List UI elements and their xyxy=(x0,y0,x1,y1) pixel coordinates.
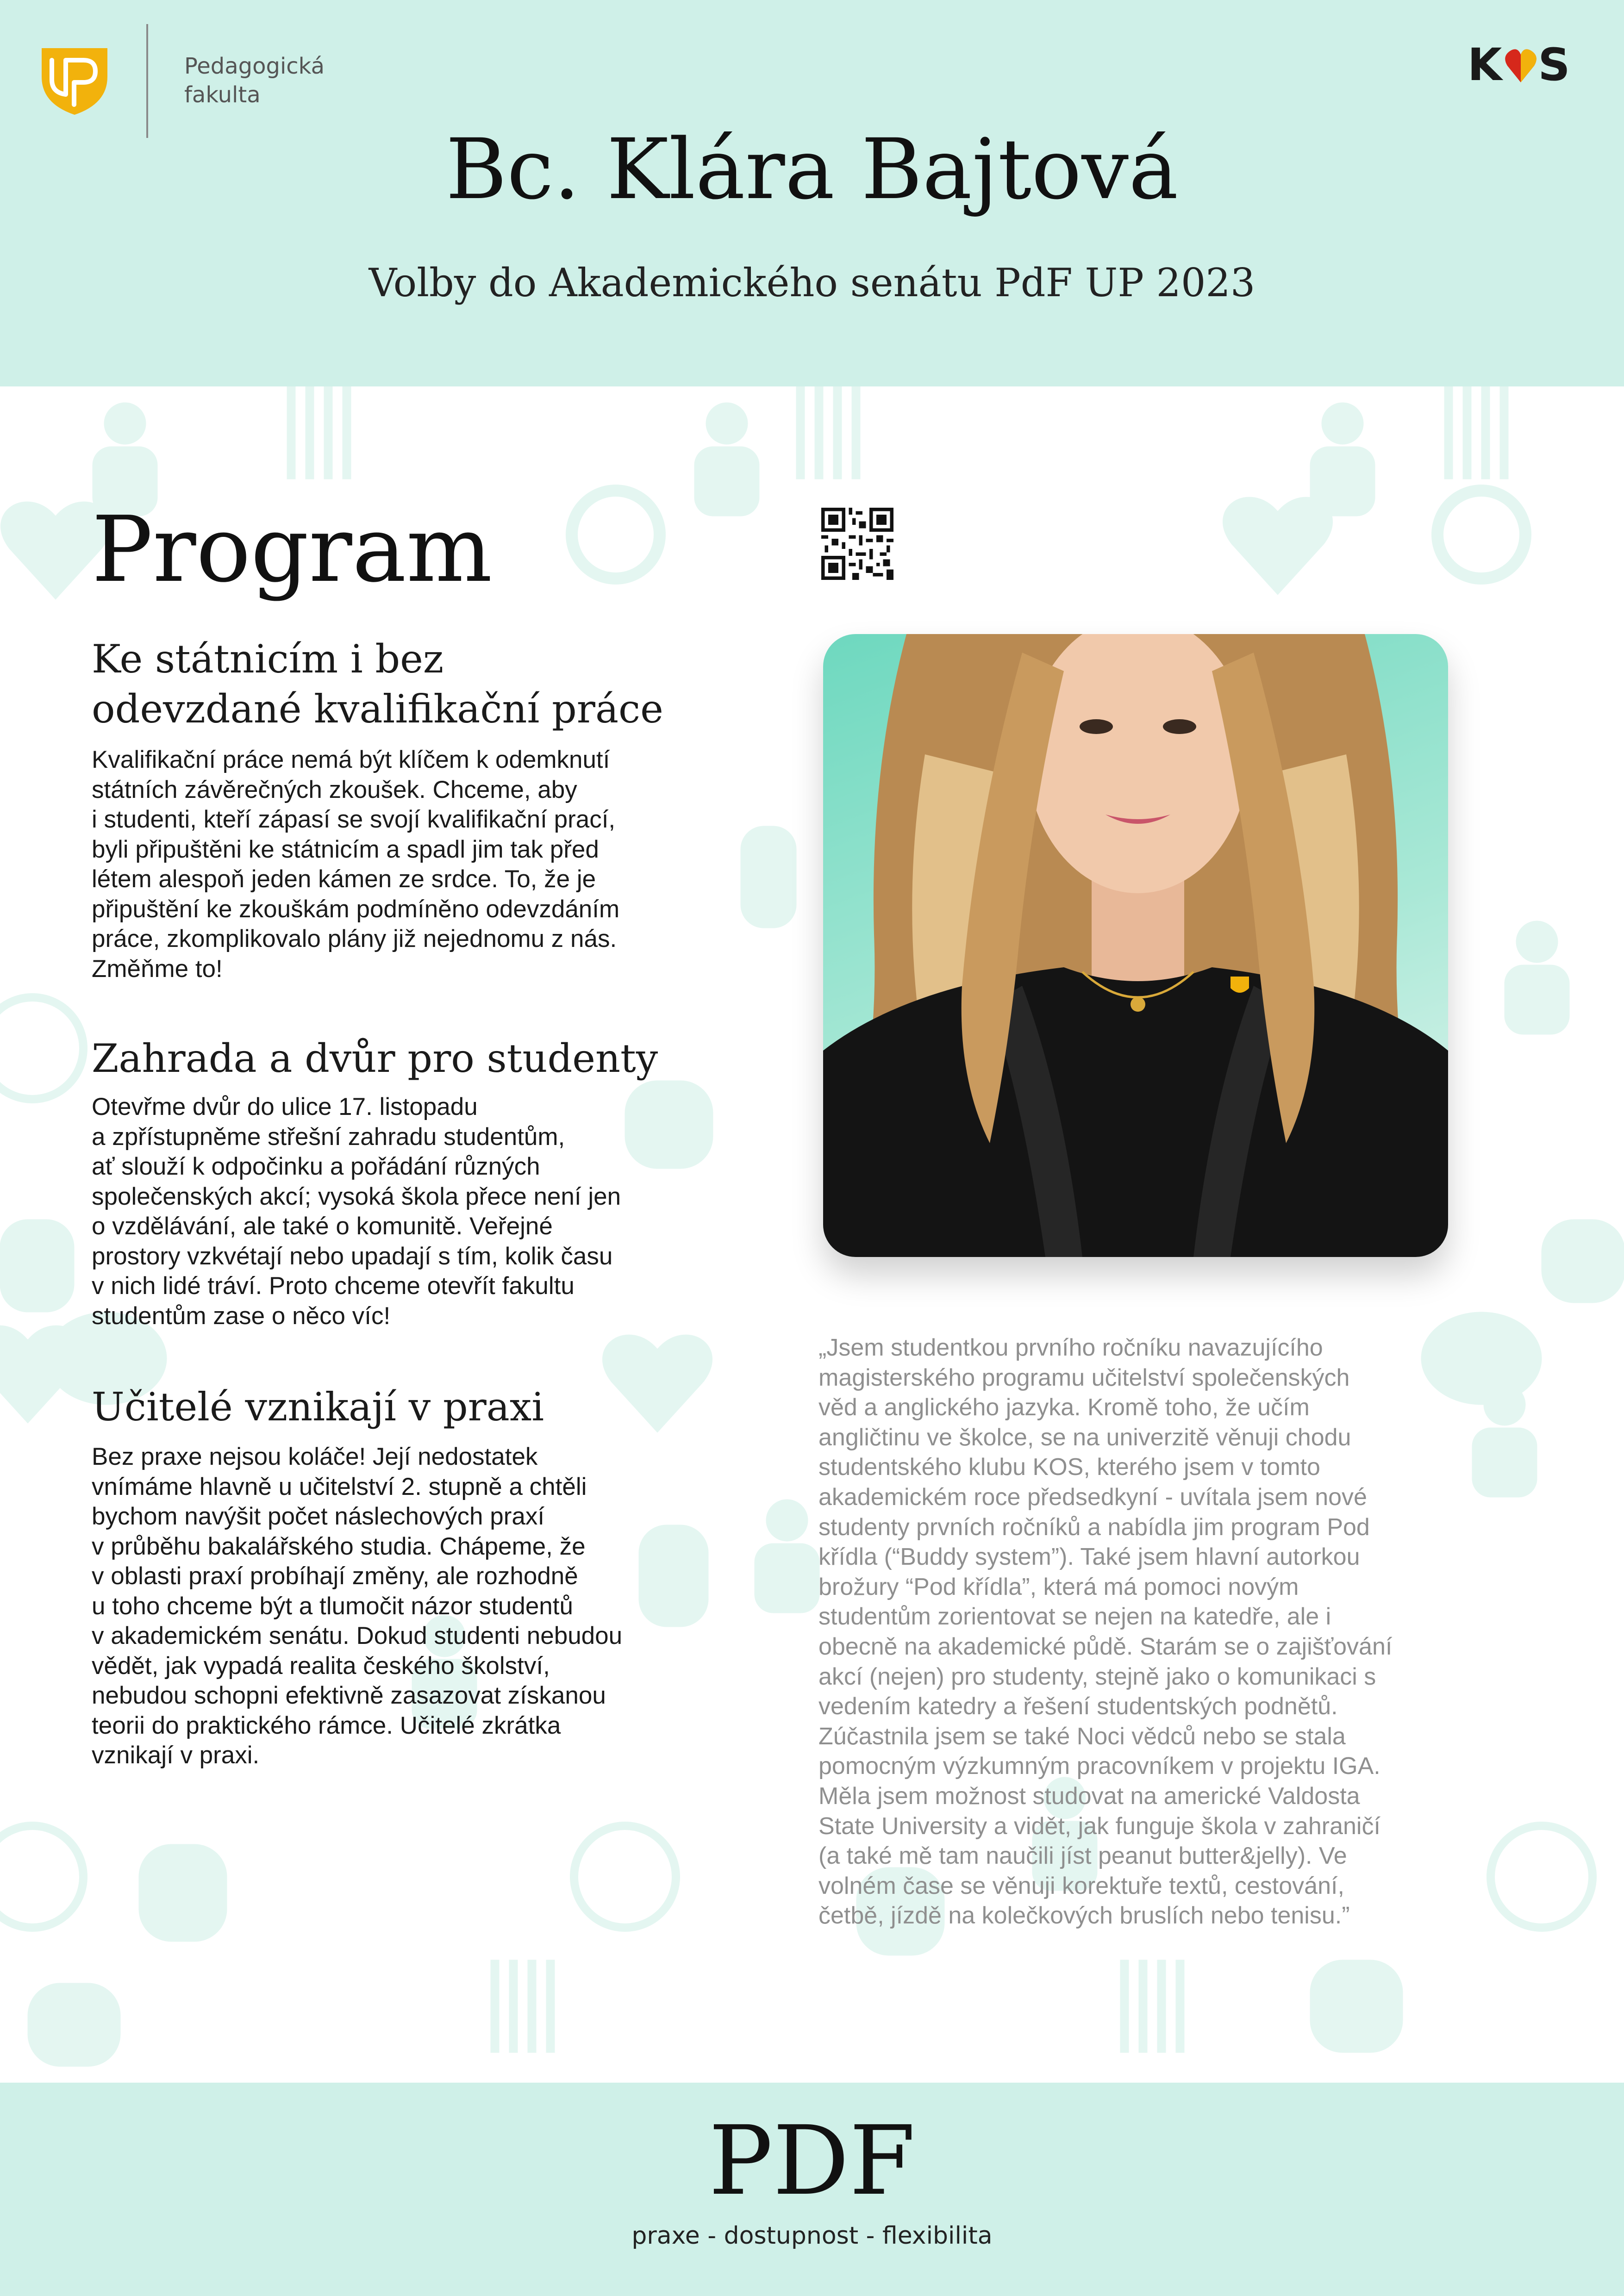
text-line: a zpřístupněme střešní zahradu studentům, xyxy=(92,1123,565,1151)
section-heading xyxy=(92,634,707,734)
faculty-name xyxy=(184,52,379,109)
text-line: vznikají v praxi. xyxy=(92,1742,260,1769)
program-title: Program xyxy=(92,497,493,603)
faculty-line: Pedagogická xyxy=(184,53,325,79)
quote-line: četbě, jízdě na kolečkových bruslích nebo tenisu.” xyxy=(818,1902,1350,1929)
election-subtitle: Volby do Akademického senátu PdF UP 2023 xyxy=(369,260,1255,305)
text-line: u toho chceme být a tlumočit názor studentů xyxy=(92,1592,573,1620)
section-text xyxy=(92,1442,703,1771)
quote-line: křídla (“Buddy system”). Také jsem hlavní autorkou xyxy=(818,1543,1360,1571)
quote-line: akademickém roce předsedkyní - uvítala jsem nové xyxy=(818,1483,1367,1511)
heading-line: Zahrada a dvůr pro studenty xyxy=(92,1036,658,1081)
text-line: společenských akcí; vysoká škola přece není jen xyxy=(92,1182,621,1210)
quote-line: Měla jsem možnost studovat na americké Valdosta xyxy=(818,1782,1360,1810)
text-line: prostory vzkvétají nebo upadají s tím, kolik času xyxy=(92,1242,613,1270)
quote-line: vedením katedry a řešení studentských podnětů. xyxy=(818,1693,1338,1720)
kos-letter-k: K xyxy=(1468,39,1503,91)
quote-line: magisterského programu učitelství společenských xyxy=(818,1364,1350,1391)
quote-line: akcí (nejen) pro studenty, stejně jako o komunikaci s xyxy=(818,1663,1376,1690)
text-line: v nich lidé tráví. Proto chceme otevřít fakultu xyxy=(92,1272,575,1300)
text-line: vědět, jak vypadá realita českého školství, xyxy=(92,1652,550,1680)
footer-brand: PDF xyxy=(708,2105,916,2216)
text-line: v akademickém senátu. Dokud studenti nebudou xyxy=(92,1622,623,1649)
section-heading xyxy=(92,1033,707,1083)
up-shield-logo-icon xyxy=(39,44,110,117)
quote-line: State University a vidět, jak funguje škola v zahraničí xyxy=(818,1812,1380,1840)
text-line: ať slouží k odpočinku a pořádání různých xyxy=(92,1153,540,1180)
portrait-illustration xyxy=(823,634,1448,1257)
quote-line: studentům zorientovat se nejen na katedře, ale i xyxy=(818,1603,1331,1630)
text-line: i studenti, kteří zápasí se svojí kvalifikační prací, xyxy=(92,806,616,833)
quote-line: (a také mě tam naučili jíst peanut butter&jelly). Ve xyxy=(818,1842,1347,1870)
heading-line: odevzdané kvalifikační práce xyxy=(92,686,663,732)
text-line: státních závěrečných zkoušek. Chceme, aby xyxy=(92,776,577,803)
quote-line: „Jsem studentkou prvního ročníku navazujícího xyxy=(818,1334,1323,1361)
text-line: Kvalifikační práce nemá být klíčem k odemknutí xyxy=(92,746,610,773)
text-line: byli připuštěni ke státnicím a spadl jim tak před xyxy=(92,835,599,863)
text-line: bychom navýšit počet náslechových praxí xyxy=(92,1503,545,1530)
quote-line: studenty prvních ročníků a nabídla jim program Pod xyxy=(818,1513,1370,1541)
quote-line: volném čase se věnuji korektuře textů, cestování, xyxy=(818,1872,1344,1899)
section-text xyxy=(92,1092,703,1331)
text-line: studentům zase o něco víc! xyxy=(92,1302,391,1330)
text-line: práce, zkomplikovalo plány již nejednomu z nás. xyxy=(92,925,617,952)
text-line: v oblasti praxí probíhají změny, ale rozhodně xyxy=(92,1562,578,1590)
heading-line: Učitelé vznikají v praxi xyxy=(92,1384,544,1430)
text-line: Otevřme dvůr do ulice 17. listopadu xyxy=(92,1093,478,1120)
text-line: Změňme to! xyxy=(92,955,223,983)
text-line: Bez praxe nejsou koláče! Její nedostatek xyxy=(92,1443,538,1470)
quote-line: studentského klubu KOS, kterého jsem v tomto xyxy=(818,1454,1320,1481)
kos-heart-icon xyxy=(1503,42,1538,88)
text-line: o vzdělávání, ale také o komunitě. Veřejné xyxy=(92,1213,553,1240)
footer-slogan: praxe - dostupnost - flexibilita xyxy=(631,2222,993,2250)
text-line: létem alespoň jeden kámen ze srdce. To, že je xyxy=(92,865,596,893)
kos-letter-s: S xyxy=(1538,39,1571,91)
text-line: nebudou schopni efektivně zasazovat získanou xyxy=(92,1682,606,1709)
quote-line: brožury “Pod křídla”, která má pomoci novým xyxy=(818,1573,1299,1600)
candidate-name: Bc. Klára Bajtová xyxy=(445,121,1179,218)
candidate-photo xyxy=(823,634,1448,1257)
quote-line: angličtinu ve školce, se na univerzitě věnuji chodu xyxy=(818,1424,1351,1451)
text-line: vnímáme hlavně u učitelství 2. stupně a chtěli xyxy=(92,1473,587,1500)
heading-line: Ke státnicím i bez xyxy=(92,636,444,682)
quote-line: Zúčastnila jsem se také Noci vědců nebo se stala xyxy=(818,1723,1346,1750)
text-line: v průběhu bakalářského studia. Chápeme, že xyxy=(92,1532,586,1560)
quote-line: obecně na akademické půdě. Starám se o zajišťování xyxy=(818,1633,1393,1660)
qr-code-icon[interactable] xyxy=(821,508,893,580)
section-heading xyxy=(92,1382,707,1432)
quote-line: věd a anglického jazyka. Kromě toho, že učím xyxy=(818,1394,1310,1421)
text-line: připuštění ke zkouškám podmíněno odevzdáním xyxy=(92,895,620,923)
section-text xyxy=(92,745,703,984)
text-line: teorii do praktického rámce. Učitelé zkrátka xyxy=(92,1711,561,1739)
candidate-quote xyxy=(818,1333,1467,1931)
quote-line: pomocným výzkumným pracovníkem v projektu IGA. xyxy=(818,1753,1380,1780)
kos-logo xyxy=(1468,39,1583,91)
faculty-line: fakulta xyxy=(184,82,261,108)
